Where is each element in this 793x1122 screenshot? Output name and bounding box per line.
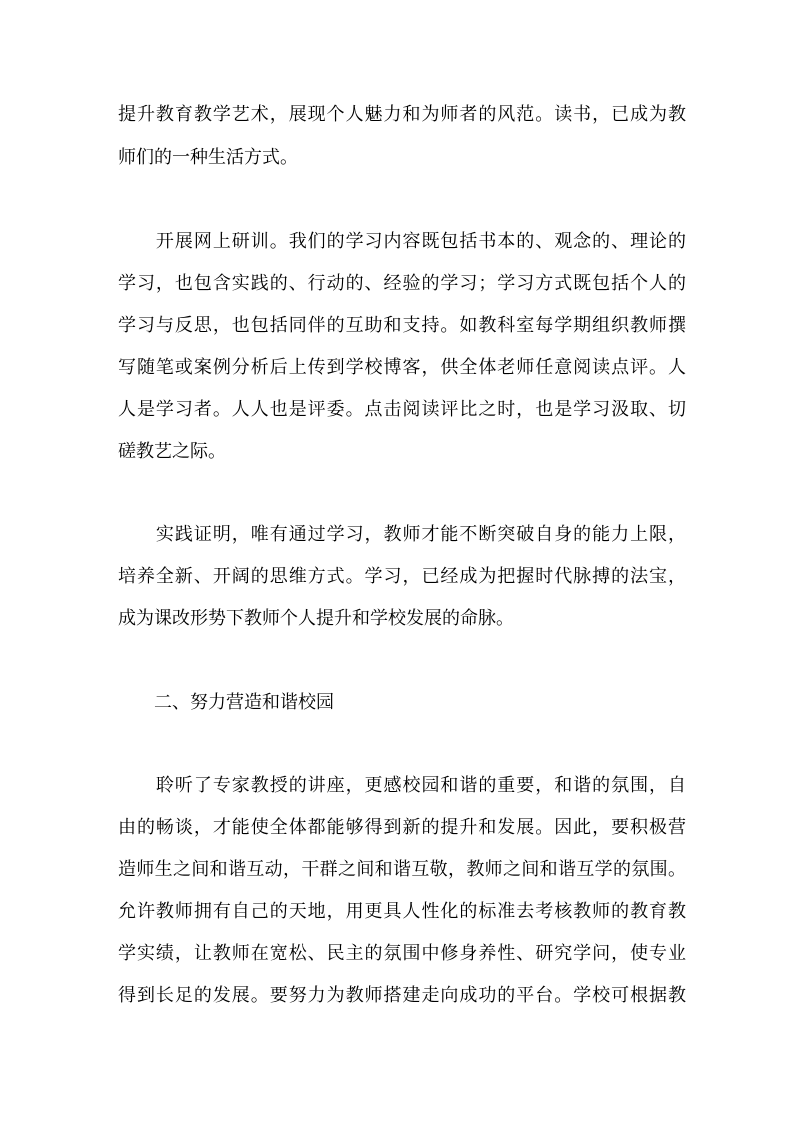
paragraph-5-line-4: 允许教师拥有自己的天地，用更具人性化的标准去考核教师的教育教 bbox=[118, 901, 686, 922]
paragraph-2-line-4: 写随笔或案例分析后上传到学校博客，供全体老师任意阅读点评。人 bbox=[118, 357, 686, 378]
paragraph-2-line-1: 开展网上研训。我们的学习内容既包括书本的、观念的、理论的 bbox=[118, 231, 686, 252]
paragraph-5-line-3: 造师生之间和谐互动，干群之间和谐互敬，教师之间和谐互学的氛围。 bbox=[118, 859, 686, 880]
paragraph-2-line-2: 学习，也包含实践的、行动的、经验的学习；学习方式既包括个人的 bbox=[118, 273, 686, 294]
paragraph-5-line-1: 聆听了专家教授的讲座，更感校园和谐的重要，和谐的氛围，自 bbox=[118, 775, 686, 796]
paragraph-2-line-6: 磋教艺之际。 bbox=[118, 441, 226, 462]
paragraph-1-line-1: 提升教育教学艺术，展现个人魅力和为师者的风范。读书，已成为教 bbox=[118, 104, 686, 125]
paragraph-5-line-6: 得到长足的发展。要努力为教师搭建走向成功的平台。学校可根据教 bbox=[118, 985, 686, 1006]
paragraph-5-line-2: 由的畅谈，才能使全体都能够得到新的提升和发展。因此，要积极营 bbox=[118, 817, 686, 838]
paragraph-2-line-3: 学习与反思，也包括同伴的互助和支持。如教科室每学期组织教师撰 bbox=[118, 315, 686, 336]
paragraph-3-line-1: 实践证明，唯有通过学习，教师才能不断突破自身的能力上限， bbox=[118, 524, 686, 545]
paragraph-1-line-2: 师们的一种生活方式。 bbox=[118, 147, 298, 168]
paragraph-2-line-5: 人是学习者。人人也是评委。点击阅读评比之时，也是学习汲取、切 bbox=[118, 399, 686, 420]
paragraph-3-line-2: 培养全新、开阔的思维方式。学习，已经成为把握时代脉搏的法宝， bbox=[118, 566, 686, 587]
paragraph-3-line-3: 成为课改形势下教师个人提升和学校发展的命脉。 bbox=[118, 608, 514, 629]
section-heading: 二、努力营造和谐校园 bbox=[118, 692, 334, 713]
paragraph-5-line-5: 学实绩，让教师在宽松、民主的氛围中修身养性、研究学问，使专业 bbox=[118, 943, 686, 964]
